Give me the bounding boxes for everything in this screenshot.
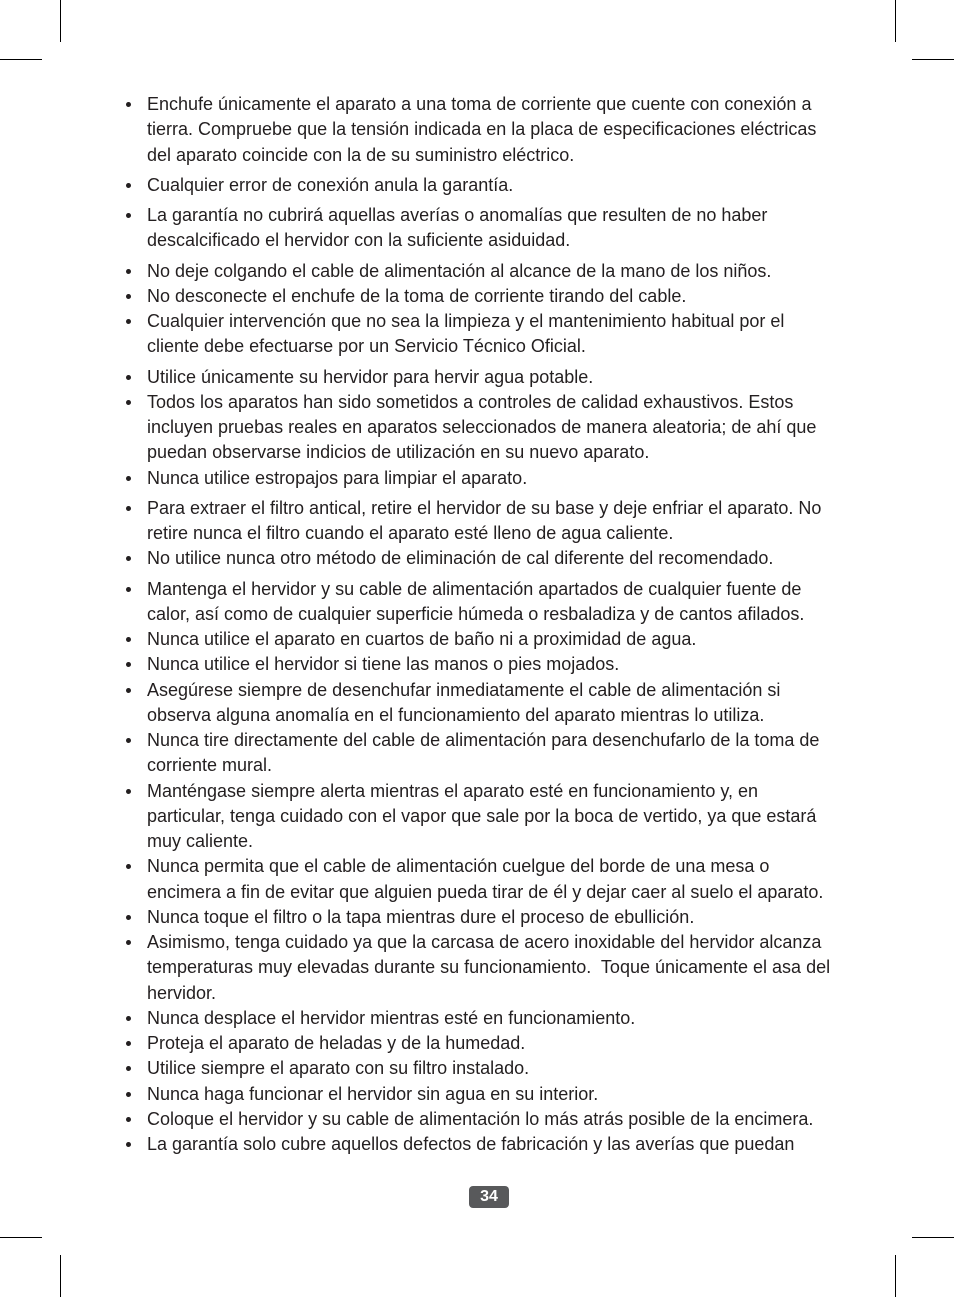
list-item-line: hervidor. — [147, 982, 217, 1003]
list-item — [147, 854, 927, 905]
list-item-line: La garantía solo cubre aquellos defectos de fabricación y las averías que puedan — [147, 1134, 795, 1154]
list-item — [147, 652, 927, 677]
list-item-line: puedan observarse indicios de utilización en su nuevo aparato. — [147, 442, 650, 463]
list-item-line: del aparato coincide con la de su suministro eléctrico. — [147, 144, 575, 165]
list-item-line: Nunca tire directamente del cable de alimentación para desenchufarlo de la toma de — [147, 730, 820, 750]
list-item-line: Nunca utilice el hervidor si tiene las manos o pies mojados. — [147, 654, 620, 675]
list-item-line: Nunca toque el filtro o la tapa mientras dure el proceso de ebullición. — [147, 906, 695, 927]
list-item-line: tierra. Compruebe que la tensión indicada en la placa de especificaciones eléctricas — [147, 119, 817, 140]
list-item — [147, 1006, 927, 1031]
list-item-line: Utilice únicamente su hervidor para hervir agua potable. — [147, 366, 594, 387]
page-number-badge: 34 — [469, 1186, 509, 1208]
list-item-line: observa alguna anomalía en el funcionamiento del aparato mientras lo utiliza. — [147, 704, 765, 725]
list-item — [147, 1056, 927, 1081]
list-item-line: incluyen pruebas reales en aparatos seleccionados de manera aleatoria; de ahí que — [147, 417, 817, 437]
list-item-line: La garantía no cubrirá aquellas averías o anomalías que resulten de no haber — [147, 205, 768, 225]
list-item — [147, 1031, 927, 1056]
crop-mark-bottom-right-vertical — [895, 1255, 896, 1297]
list-item-line: cliente debe efectuarse por un Servicio Técnico Oficial. — [147, 336, 586, 357]
list-item-line: Cualquier intervención que no sea la limpieza y el mantenimiento habitual por el — [147, 311, 785, 331]
list-item — [147, 1132, 927, 1157]
list-item — [147, 284, 927, 309]
list-item — [147, 1107, 927, 1132]
list-item — [147, 779, 927, 855]
list-item — [147, 1082, 927, 1107]
list-item-line: No utilice nunca otro método de eliminación de cal diferente del recomendado. — [147, 548, 774, 569]
list-item — [147, 259, 927, 284]
crop-mark-bottom-right-horizontal — [912, 1237, 954, 1238]
list-item — [147, 546, 927, 571]
list-item-line: temperaturas muy elevadas durante su funcionamiento. Toque únicamente el asa del — [147, 957, 831, 978]
list-item-line: Mantenga el hervidor y su cable de alimentación apartados de cualquier fuente de — [147, 578, 802, 599]
list-item — [147, 390, 927, 466]
list-item-line: No desconecte el enchufe de la toma de corriente tirando del cable. — [147, 285, 687, 306]
list-item-line: descalcificado el hervidor con la suficiente asiduidad. — [147, 230, 571, 251]
list-item — [147, 728, 927, 779]
list-item-line: Nunca permita que el cable de alimentación cuelgue del borde de una mesa o — [147, 856, 770, 877]
crop-mark-top-right-horizontal — [912, 59, 954, 60]
list-item-line: particular, tenga cuidado con el vapor que sale por la boca de vertido, ya que estará — [147, 805, 817, 826]
list-item-line: Proteja el aparato de heladas y de la humedad. — [147, 1033, 526, 1053]
list-item — [147, 930, 927, 1006]
list-item-line: Manténgase siempre alerta mientras el aparato esté en funcionamiento y, en — [147, 780, 759, 801]
list-item-line: Nunca desplace el hervidor mientras esté en funcionamiento. — [147, 1007, 636, 1028]
list-item-line: No deje colgando el cable de alimentación al alcance de la mano de los niños. — [147, 260, 772, 281]
list-item-line: encimera a fin de evitar que alguien pueda tirar de él y dejar caer al suelo el aparato. — [147, 881, 824, 902]
list-item-line: Asegúrese siempre de desenchufar inmediatamente el cable de alimentación si — [147, 679, 781, 700]
crop-mark-top-left-vertical — [60, 0, 61, 42]
list-item-line: Todos los aparatos han sido sometidos a controles de calidad exhaustivos. Estos — [147, 391, 794, 412]
list-item-line: muy caliente. — [147, 831, 254, 851]
crop-mark-top-left-horizontal — [0, 59, 42, 60]
list-item-line: retire nunca el filtro cuando el aparato esté lleno de agua caliente. — [147, 523, 674, 543]
list-item — [147, 678, 927, 729]
list-item-line: Nunca utilice el aparato en cuartos de baño ni a proximidad de agua. — [147, 629, 697, 649]
safety-instructions-list — [147, 92, 927, 1157]
crop-mark-bottom-left-vertical — [60, 1255, 61, 1297]
list-item — [147, 905, 927, 930]
list-item-line: Enchufe únicamente el aparato a una toma de corriente que cuente con conexión a — [147, 94, 812, 114]
list-item-line: Asimismo, tenga cuidado ya que la carcasa de acero inoxidable del hervidor alcanza — [147, 932, 822, 952]
list-item — [147, 627, 927, 652]
list-item-line: Para extraer el filtro antical, retire el hervidor de su base y deje enfriar el aparato. No — [147, 497, 822, 518]
list-item — [147, 496, 927, 547]
list-item — [147, 173, 927, 198]
list-item-line: Utilice siempre el aparato con su filtro instalado. — [147, 1058, 530, 1079]
list-item — [147, 365, 927, 390]
list-item — [147, 577, 927, 628]
crop-mark-bottom-left-horizontal — [0, 1237, 42, 1238]
crop-mark-top-right-vertical — [895, 0, 896, 42]
list-item-line: Coloque el hervidor y su cable de alimentación lo más atrás posible de la encimera. — [147, 1108, 814, 1129]
list-item-line: calor, así como de cualquier superficie húmeda o resbaladiza y de cantos afilados. — [147, 603, 805, 624]
list-item-line: Nunca utilice estropajos para limpiar el aparato. — [147, 467, 528, 488]
list-item — [147, 203, 927, 254]
list-item — [147, 92, 927, 168]
list-item — [147, 466, 927, 491]
list-item-line: Nunca haga funcionar el hervidor sin agua en su interior. — [147, 1083, 599, 1104]
list-item-line: Cualquier error de conexión anula la garantía. — [147, 174, 514, 195]
list-item-line: corriente mural. — [147, 755, 273, 776]
list-item — [147, 309, 927, 360]
